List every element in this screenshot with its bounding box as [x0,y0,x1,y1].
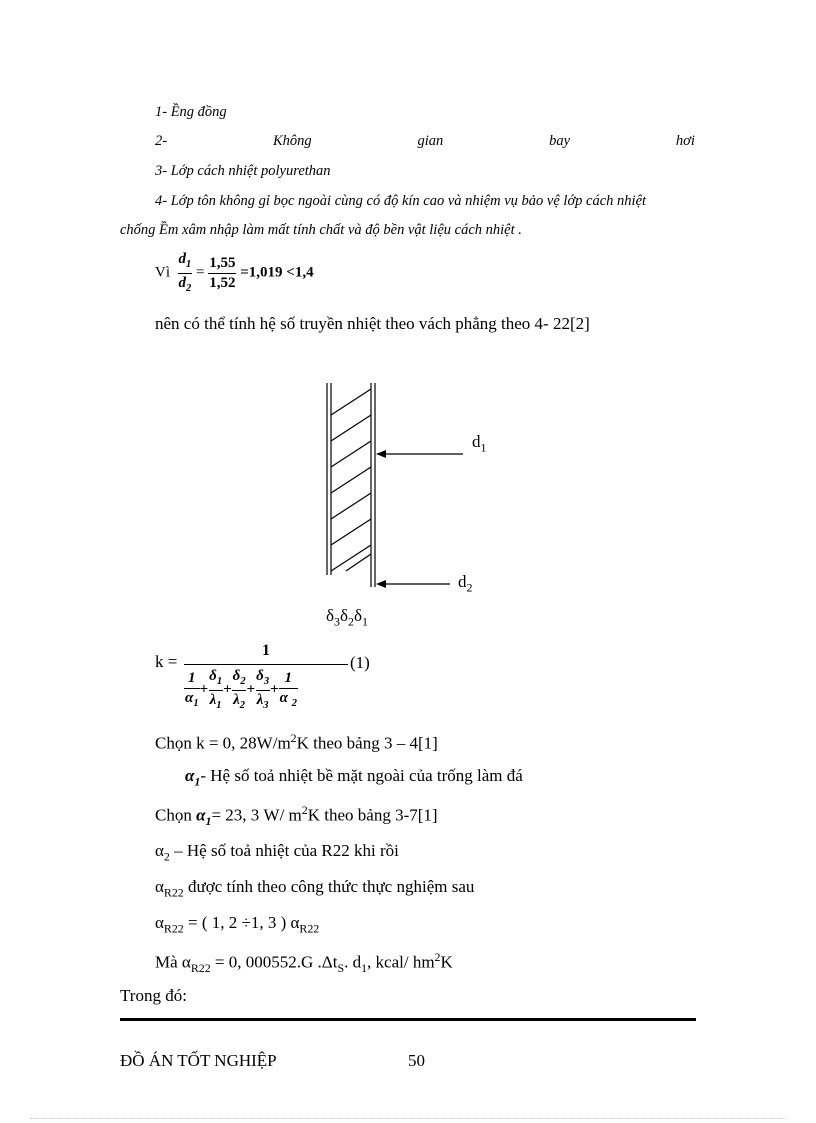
choose-k-line: Chọn k = 0, $28W/m^2K$ theo bảng 3 – 4[1] [155,731,438,753]
ratio-fraction-values: $\frac{1,55}{1,52}$ [209,254,236,291]
alphaR22-range-equation: $\alpha_{R22}$ = ( 1, 2 ÷1, 3 ) $\alpha_{R22}$ [155,913,320,936]
formula-main-bar [184,664,348,665]
ratio-equals: = [196,264,205,281]
list-item-2-word: 2- [155,133,168,149]
label-d2: $d_2$ [458,572,473,595]
ratio-line [155,252,314,294]
page-edge-divider [30,1118,786,1119]
page-number: 50 [408,1051,425,1070]
plus-sign: + [270,681,279,698]
list-item-2-word: Không [272,133,312,149]
formula-denominator [184,669,298,711]
plus-sign: + [246,681,256,698]
footer-rule [120,1018,696,1021]
plus-sign: + [199,681,209,698]
alphaR22-empirical-equation: Mà $\alpha_{R22} = 0$, 000552.G $.\Delta t_S$. $d_1$, kcal/ $hm^2K$ [155,950,453,976]
term-1-over-alpha2: $\frac{1}{\alpha _2}$ [279,669,297,709]
term-1-over-alpha1: $\frac{1}{\alpha_1}$ [185,669,199,709]
term-delta2-over-lambda2: $\frac{\delta_2}{\lambda_2}$ [232,668,246,711]
list-item-4-line1: 4- Lớp tôn không gỉ bọc ngoài cùng có độ kín cao và nhiệm vụ bảo vệ lớp cách nhiệt [155,193,647,209]
alphaR22-definition: $\alpha_{R22}$ được tính theo công thức thực nghiệm sau [155,877,475,900]
list-item-3: 3- Lớp cách nhiệt polyurethan [155,163,331,179]
label-deltas: $\delta_3\delta_2\delta_1$ [326,606,368,629]
alpha1-definition: $\alpha_1-$ Hệ số toả nhiệt bề mặt ngoài của trống làm đá [185,766,523,789]
conclusion-text: nên có thể tính hệ số truyền nhiệt theo vách phẳng theo 4- 22[2] [155,314,590,333]
formula-eq-number: (1) [350,653,370,672]
list-item-1: 1- Ềng đồng [155,104,227,120]
ratio-fraction-d: $\frac{d_1}{d_2}$ [178,251,192,294]
ratio-prefix: Vì [155,264,170,281]
trong-do-label: Trong đó: [120,986,187,1005]
label-d1: $d_1$ [472,432,487,455]
formula-lhs: k = [155,652,178,671]
list-item-4-line2: chống Ềm xâm nhập làm mất tính chất và độ bền vật liệu cách nhiệt . [120,222,522,238]
ratio-result: =1,019 <1,4 [240,264,314,281]
list-item-2 [155,133,695,150]
footer-title: ĐỒ ÁN TỐT NGHIỆP [120,1051,277,1070]
list-item-2-word: bay [549,133,571,149]
wall-diagram [300,375,500,605]
list-item-2-word: hơi [675,133,695,149]
formula-numerator: 1 [262,642,270,659]
alpha2-definition: $\alpha_2$ – Hệ số toả nhiệt của R22 khi rồi [155,841,399,864]
choose-alpha1-line: Chọn $\alpha_1= 23$, 3 W/ $m^2K$ theo bảng 3-7[1] [155,803,438,829]
term-delta1-over-lambda1: $\frac{\delta_1}{\lambda_1}$ [209,668,223,711]
plus-sign: + [223,681,232,698]
list-item-2-word: gian [417,133,444,149]
term-delta3-over-lambda3: $\frac{\delta_3}{\lambda_3}$ [256,668,270,711]
